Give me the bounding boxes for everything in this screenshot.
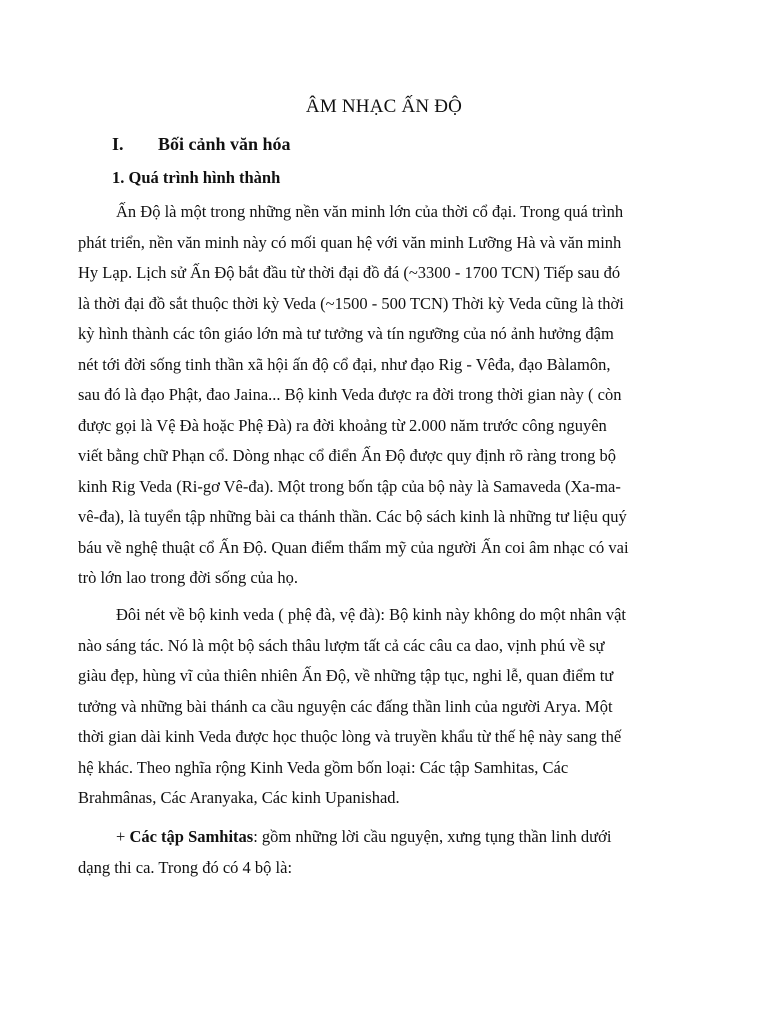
paragraph-line: nào sáng tác. Nó là một bộ sách thâu lượm tất cả các câu ca dao, vịnh phú về sự: [78, 635, 605, 655]
paragraph-1: [78, 197, 698, 594]
section-heading-text: Bối cảnh văn hóa: [158, 134, 291, 154]
paragraph-line: giàu đẹp, hùng vĩ của thiên nhiên Ấn Độ, về những tập tục, nghi lễ, quan điểm tư: [78, 666, 614, 685]
paragraph-3: [78, 822, 698, 883]
paragraph-line: viết bằng chữ Phạn cổ. Dòng nhạc cổ điển Ấn Độ được quy định rõ ràng trong bộ: [78, 446, 616, 465]
paragraph-line: Brahmânas, Các Aranyaka, Các kinh Upanishad.: [78, 788, 400, 807]
paragraph-line: thời gian dài kinh Veda được học thuộc lòng và truyền khẩu từ thế hệ này sang thế: [78, 727, 622, 746]
paragraph-line: Đôi nét về bộ kinh veda ( phệ đà, vệ đà): Bộ kinh này không do một nhân vật: [116, 605, 627, 624]
paragraph-line: dạng thi ca. Trong đó có 4 bộ là:: [78, 857, 293, 877]
document-title: ÂM NHẠC ẤN ĐỘ: [305, 96, 463, 117]
paragraph-2: [78, 600, 698, 814]
paragraph-line: Hy Lạp. Lịch sử Ấn Độ bắt đầu từ thời đại đồ đá (~3300 - 1700 TCN) Tiếp sau đó: [78, 263, 621, 282]
paragraph-line: [78, 822, 698, 853]
term-description: : gồm những lời cầu nguyện, xưng tụng thần linh dưới: [253, 827, 612, 846]
paragraph-line: báu về nghệ thuật cổ Ấn Độ. Quan điểm thẩm mỹ của người Ấn coi âm nhạc có vai: [78, 537, 629, 557]
paragraph-line: phát triển, nền văn minh này có mối quan hệ với văn minh Lưỡng Hà và văn minh: [78, 232, 622, 252]
paragraph-line: vê-đa), là tuyển tập những bài ca thánh thần. Các bộ sách kinh là những tư liệu quý: [78, 507, 627, 526]
list-marker: +: [116, 827, 130, 846]
paragraph-line: được gọi là Vệ Đà hoặc Phệ Đà) ra đời khoảng từ 2.000 năm trước công nguyên: [78, 415, 607, 435]
bold-term: Các tập Samhitas: [129, 827, 254, 846]
section-number: I.: [112, 134, 124, 154]
paragraph-line: kỳ hình thành các tôn giáo lớn mà tư tưởng và tín ngưỡng của nó ảnh hưởng đậm: [78, 324, 614, 343]
subsection-heading: 1. Quá trình hình thành: [112, 168, 281, 187]
paragraph-line: kinh Rig Veda (Ri-gơ Vê-đa). Một trong bốn tập của bộ này là Samaveda (Xa-ma-: [78, 476, 621, 496]
paragraph-line: là thời đại đồ sắt thuộc thời kỳ Veda (~1500 - 500 TCN) Thời kỳ Veda cũng là thời: [78, 293, 624, 313]
paragraph-line: trò lớn lao trong đời sống của họ.: [78, 568, 299, 587]
paragraph-line: Ấn Độ là một trong những nền văn minh lớn của thời cổ đại. Trong quá trình: [116, 202, 624, 221]
paragraph-line: sau đó là đạo Phật, đao Jaina... Bộ kinh Veda được ra đời trong thời gian này ( còn: [78, 385, 622, 404]
paragraph-line: tưởng và những bài thánh ca cầu nguyện các đấng thần linh của người Arya. Một: [78, 696, 613, 716]
section-heading: [112, 134, 291, 155]
paragraph-line: hệ khác. Theo nghĩa rộng Kinh Veda gồm bốn loại: Các tập Samhitas, Các: [78, 757, 569, 777]
paragraph-line: nét tới đời sống tinh thần xã hội ấn độ cổ đại, như đạo Rig - Vêđa, đạo Bàlamôn,: [78, 354, 611, 374]
